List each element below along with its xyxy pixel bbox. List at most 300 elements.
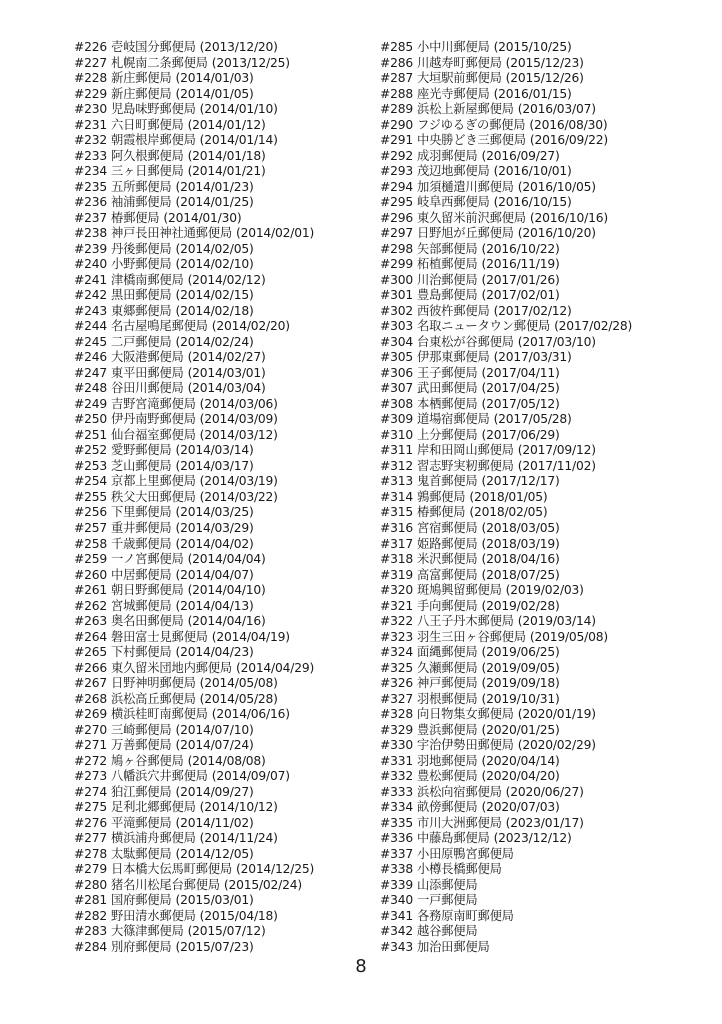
entry-number: #279 [74,862,107,877]
entry-number: #289 [380,102,413,117]
visit-date: (2017/03/31) [493,350,572,365]
post-office-name: 三崎郵便局 [110,722,172,737]
list-item [380,381,632,397]
post-office-name: 成羽郵便局 [416,148,478,163]
post-office-name: 三ヶ日郵便局 [110,164,184,179]
visit-date: (2019/10/31) [481,691,560,706]
post-office-name: 神戸郵便局 [416,676,478,691]
visit-date: (2014/04/02) [175,536,254,551]
visit-date: (2018/03/05) [481,520,560,535]
post-office-name: 東久留米前沢郵便局 [416,210,526,225]
visit-date: (2014/11/24) [199,831,278,846]
post-office-name: 羽生三田ヶ谷郵便局 [416,629,526,644]
list-item [380,909,632,925]
entry-number: #249 [74,396,107,411]
post-office-name: 下里郵便局 [110,505,172,520]
list-item [380,537,632,553]
list-item [380,490,632,506]
post-office-name: 秩父大田郵便局 [110,489,196,504]
entry-number: #312 [380,458,413,473]
post-office-name: 小野郵便局 [110,257,172,272]
entry-number: #328 [380,707,413,722]
visit-date: (2020/06/27) [505,784,584,799]
list-item [74,924,314,940]
list-item [380,599,632,615]
visit-date: (2017/12/17) [481,474,560,489]
list-item [74,831,314,847]
list-item [74,195,314,211]
post-office-name: 山添郵便局 [416,877,478,892]
post-office-name: 鳩ヶ谷郵便局 [110,753,184,768]
list-item [74,505,314,521]
entry-number: #315 [380,505,413,520]
entry-number: #326 [380,676,413,691]
visit-date: (2020/02/29) [517,738,596,753]
entry-number: #290 [380,117,413,132]
post-office-name: 面縄郵便局 [416,645,478,660]
entry-number: #271 [74,738,107,753]
list-item [74,133,314,149]
list-item [380,180,632,196]
post-office-name: 加治田郵便局 [416,939,490,954]
visit-date: (2018/07/25) [481,567,560,582]
entry-number: #246 [74,350,107,365]
visit-date: (2014/02/20) [211,319,290,334]
post-office-name: 椿郵便局 [416,505,466,520]
entry-number: #244 [74,319,107,334]
entry-number: #245 [74,334,107,349]
entry-number: #287 [380,71,413,86]
visit-date: (2014/02/27) [187,350,266,365]
entry-number: #262 [74,598,107,613]
post-office-name: 道場宿郵便局 [416,412,490,427]
visit-date: (2014/01/03) [175,71,254,86]
entry-number: #310 [380,427,413,442]
list-item [380,816,632,832]
list-item [74,676,314,692]
list-item [380,412,632,428]
visit-date: (2014/02/05) [175,241,254,256]
visit-date: (2016/08/30) [529,117,608,132]
entry-number: #324 [380,645,413,660]
list-item [74,211,314,227]
post-office-name: 各務原南町郵便局 [416,908,514,923]
post-office-name: 加須樋遣川郵便局 [416,179,514,194]
entry-number: #236 [74,195,107,210]
list-item [74,304,314,320]
entry-number: #277 [74,831,107,846]
visit-date: (2014/04/19) [211,629,290,644]
visit-date: (2014/01/14) [199,133,278,148]
post-office-name: 小中川郵便局 [416,40,490,54]
post-office-name: 阿久根郵便局 [110,148,184,163]
entry-number: #339 [380,877,413,892]
list-item [380,335,632,351]
entry-number: #323 [380,629,413,644]
entry-number: #243 [74,303,107,318]
post-office-name: 新庄郵便局 [110,71,172,86]
list-item [74,723,314,739]
visit-date: (2014/01/23) [175,179,254,194]
post-office-name: 下村郵便局 [110,645,172,660]
post-office-name: フジゆるぎの郵便局 [416,117,526,132]
entry-number: #333 [380,784,413,799]
entry-number: #237 [74,210,107,225]
entry-number: #295 [380,195,413,210]
list-item [380,428,632,444]
post-office-name: 名古屋鳴尾郵便局 [110,319,208,334]
post-office-name: 浜松向宿郵便局 [416,784,502,799]
post-office-name: 上分郵便局 [416,427,478,442]
post-office-name: 浜松高丘郵便局 [110,691,196,706]
right-column-list [380,40,632,955]
entry-number: #266 [74,660,107,675]
entry-number: #331 [380,753,413,768]
list-item [380,164,632,180]
entry-number: #261 [74,583,107,598]
visit-date: (2015/12/23) [505,55,584,70]
entry-number: #286 [380,55,413,70]
post-office-name: 愛野郵便局 [110,443,172,458]
post-office-name: 仙台福室郵便局 [110,427,196,442]
post-office-name: 大垣駅前郵便局 [416,71,502,86]
visit-date: (2016/10/16) [529,210,608,225]
entry-number: #325 [380,660,413,675]
visit-date: (2014/01/10) [199,102,278,117]
post-office-name: 茂辺地郵便局 [416,164,490,179]
post-office-name: 磐田富士見郵便局 [110,629,208,644]
visit-date: (2016/10/22) [481,241,560,256]
visit-date: (2014/07/24) [175,738,254,753]
visit-date: (2019/09/18) [481,676,560,691]
list-item [74,816,314,832]
list-item [74,428,314,444]
post-office-name: 名取ニュータウン郵便局 [416,319,551,334]
list-item [380,583,632,599]
post-office-name: 宮宿郵便局 [416,520,478,535]
post-office-name: 札幌南二条郵便局 [110,55,208,70]
entry-number: #299 [380,257,413,272]
visit-date: (2014/03/09) [199,412,278,427]
visit-date: (2014/01/25) [175,195,254,210]
post-office-name: 伊那東郵便局 [416,350,490,365]
post-office-name: 太駄郵便局 [110,846,172,861]
visit-date: (2017/02/28) [554,319,633,334]
visit-date: (2017/02/12) [493,303,572,318]
list-item [380,71,632,87]
post-office-name: 久瀬郵便局 [416,660,478,675]
post-office-name: 岸和田岡山郵便局 [416,443,514,458]
list-item [74,552,314,568]
entry-number: #259 [74,552,107,567]
visit-date: (2023/01/17) [505,815,584,830]
entry-number: #268 [74,691,107,706]
list-item [380,831,632,847]
visit-date: (2016/09/27) [481,148,560,163]
entry-number: #232 [74,133,107,148]
list-item [380,924,632,940]
visit-date: (2014/10/12) [199,800,278,815]
visit-date: (2017/09/12) [517,443,596,458]
list-item [74,118,314,134]
list-item [380,211,632,227]
post-office-name: 市川大洲郵便局 [416,815,502,830]
visit-date: (2014/01/30) [163,210,242,225]
post-office-name: 中央勝どき三郵便局 [416,133,526,148]
visit-date: (2014/07/10) [175,722,254,737]
post-office-name: 中居郵便局 [110,567,172,582]
entry-number: #338 [380,862,413,877]
visit-date: (2014/03/06) [199,396,278,411]
visit-date: (2014/01/21) [187,164,266,179]
list-item [380,630,632,646]
entry-number: #294 [380,179,413,194]
post-office-name: 姫路郵便局 [416,536,478,551]
post-office-name: 王子郵便局 [416,365,478,380]
post-office-name: 野田清水郵便局 [110,908,196,923]
post-office-name: 千歳郵便局 [110,536,172,551]
visit-date: (2014/02/01) [235,226,315,241]
visit-date: (2019/06/25) [481,645,560,660]
list-item [74,180,314,196]
entry-number: #305 [380,350,413,365]
visit-date: (2014/04/10) [187,583,266,598]
post-office-name: 八王子丹木郵便局 [416,614,514,629]
visit-date: (2014/03/29) [175,520,254,535]
entry-number: #228 [74,71,107,86]
entry-number: #272 [74,753,107,768]
entry-number: #304 [380,334,413,349]
post-office-name: 万善郵便局 [110,738,172,753]
list-item [74,754,314,770]
entry-number: #258 [74,536,107,551]
post-office-name: 横浜桂町南郵便局 [110,707,208,722]
visit-date: (2014/01/18) [187,148,266,163]
list-item [74,909,314,925]
list-item [380,676,632,692]
list-item [380,552,632,568]
post-office-name: 別府郵便局 [110,939,172,954]
entry-number: #254 [74,474,107,489]
entry-number: #327 [380,691,413,706]
entry-number: #298 [380,241,413,256]
list-item [74,443,314,459]
entry-number: #342 [380,924,413,939]
entry-number: #284 [74,939,107,954]
entry-number: #274 [74,784,107,799]
visit-date: (2019/05/08) [529,629,608,644]
visit-date: (2015/12/26) [505,71,584,86]
entry-number: #330 [380,738,413,753]
list-item [380,102,632,118]
list-item [380,40,632,56]
post-office-name: 小田原鴨宮郵便局 [416,846,514,861]
visit-date: (2016/10/15) [493,195,572,210]
post-office-name: 本栖郵便局 [416,396,478,411]
entry-number: #335 [380,815,413,830]
post-office-name: 向日物集女郵便局 [416,707,514,722]
list-item [74,692,314,708]
entry-number: #340 [380,893,413,908]
entry-number: #341 [380,908,413,923]
entry-number: #260 [74,567,107,582]
post-office-name: 国府郵便局 [110,893,172,908]
visit-date: (2016/01/15) [493,86,572,101]
list-item [74,893,314,909]
list-item [380,505,632,521]
post-office-name: 壱岐国分郵便局 [110,40,196,54]
entry-number: #235 [74,179,107,194]
list-item [74,800,314,816]
entry-number: #229 [74,86,107,101]
entry-number: #283 [74,924,107,939]
post-office-name: 東郷郵便局 [110,303,172,318]
visit-date: (2014/02/15) [175,288,254,303]
visit-date: (2020/04/14) [481,753,560,768]
post-office-name: 横浜浦舟郵便局 [110,831,196,846]
entry-number: #231 [74,117,107,132]
entry-number: #273 [74,769,107,784]
visit-date: (2014/04/29) [235,660,315,675]
entry-number: #251 [74,427,107,442]
list-item [380,226,632,242]
list-item [74,645,314,661]
list-item [380,56,632,72]
post-office-name: 伊丹南野郵便局 [110,412,196,427]
post-office-name: 児島味野郵便局 [110,102,196,117]
list-item [380,397,632,413]
entry-number: #302 [380,303,413,318]
entry-number: #263 [74,614,107,629]
list-item [74,273,314,289]
list-item [74,412,314,428]
visit-date: (2018/03/19) [481,536,560,551]
visit-date: (2013/12/25) [211,55,290,70]
visit-date: (2014/05/08) [199,676,278,691]
post-office-name: 日野旭が丘郵便局 [416,226,514,241]
list-item [74,785,314,801]
visit-date: (2018/04/16) [481,552,560,567]
entry-number: #306 [380,365,413,380]
list-item [74,257,314,273]
entry-number: #301 [380,288,413,303]
entry-number: #282 [74,908,107,923]
entry-number: #278 [74,846,107,861]
visit-date: (2015/07/23) [175,939,254,954]
visit-date: (2016/11/19) [481,257,560,272]
visit-date: (2014/03/01) [187,365,266,380]
list-item [380,893,632,909]
list-item [74,661,314,677]
post-office-name: 神戸長田神社通郵便局 [110,226,232,241]
visit-date: (2014/09/27) [175,784,254,799]
visit-date: (2015/03/01) [175,893,254,908]
entry-number: #314 [380,489,413,504]
visit-date: (2014/01/12) [187,117,266,132]
visit-date: (2017/03/10) [517,334,596,349]
post-office-name: 八幡浜穴井郵便局 [110,769,208,784]
list-item [380,288,632,304]
list-item [74,56,314,72]
list-item [380,257,632,273]
post-office-name: 一ノ宮郵便局 [110,552,184,567]
post-office-name: 五所郵便局 [110,179,172,194]
visit-date: (2017/11/02) [517,458,596,473]
post-office-name: 奥名田郵便局 [110,614,184,629]
post-office-name: 日本橋大伝馬町郵便局 [110,862,232,877]
post-office-name: 宇治伊勢田郵便局 [416,738,514,753]
list-item [74,288,314,304]
list-item [380,645,632,661]
visit-date: (2019/09/05) [481,660,560,675]
post-office-name: 椿郵便局 [110,210,160,225]
list-item [380,940,632,956]
entry-number: #296 [380,210,413,225]
list-item [74,521,314,537]
visit-date: (2014/04/07) [175,567,254,582]
visit-date: (2014/11/02) [175,815,254,830]
visit-date: (2018/02/05) [469,505,548,520]
visit-date: (2016/10/05) [517,179,596,194]
entry-number: #317 [380,536,413,551]
entry-number: #307 [380,381,413,396]
list-item [74,226,314,242]
entry-number: #293 [380,164,413,179]
visit-date: (2014/04/16) [187,614,266,629]
visit-date: (2014/03/14) [175,443,254,458]
entry-number: #281 [74,893,107,908]
post-office-name: 日野神明郵便局 [110,676,196,691]
post-office-name: 平滝郵便局 [110,815,172,830]
visit-date: (2015/10/25) [493,40,572,54]
list-item [74,738,314,754]
post-office-name: 柘植郵便局 [416,257,478,272]
list-item [74,940,314,956]
entry-number: #270 [74,722,107,737]
entry-number: #269 [74,707,107,722]
post-office-name: 越谷郵便局 [416,924,478,939]
post-office-name: 袖浦郵便局 [110,195,172,210]
list-item [74,350,314,366]
entry-number: #297 [380,226,413,241]
visit-date: (2014/09/07) [211,769,290,784]
post-office-name: 六日町郵便局 [110,117,184,132]
entry-number: #313 [380,474,413,489]
visit-date: (2018/01/05) [469,489,548,504]
visit-date: (2014/02/10) [175,257,254,272]
visit-date: (2016/03/07) [517,102,596,117]
list-item [74,630,314,646]
page-number: 8 [355,956,367,977]
entry-number: #256 [74,505,107,520]
entry-number: #308 [380,396,413,411]
entry-number: #336 [380,831,413,846]
list-item [380,521,632,537]
visit-date: (2015/02/24) [223,877,302,892]
post-office-name: 豊島郵便局 [416,288,478,303]
left-column-list [74,40,314,955]
post-office-name: 足利北郷郵便局 [110,800,196,815]
post-office-name: 重井郵便局 [110,520,172,535]
entry-number: #239 [74,241,107,256]
entry-number: #240 [74,257,107,272]
post-office-name: 手向郵便局 [416,598,478,613]
list-item [380,87,632,103]
visit-date: (2015/04/18) [199,908,278,923]
visit-date: (2019/02/03) [505,583,584,598]
visit-date: (2014/12/05) [175,846,254,861]
post-office-name: 大篠津郵便局 [110,924,184,939]
